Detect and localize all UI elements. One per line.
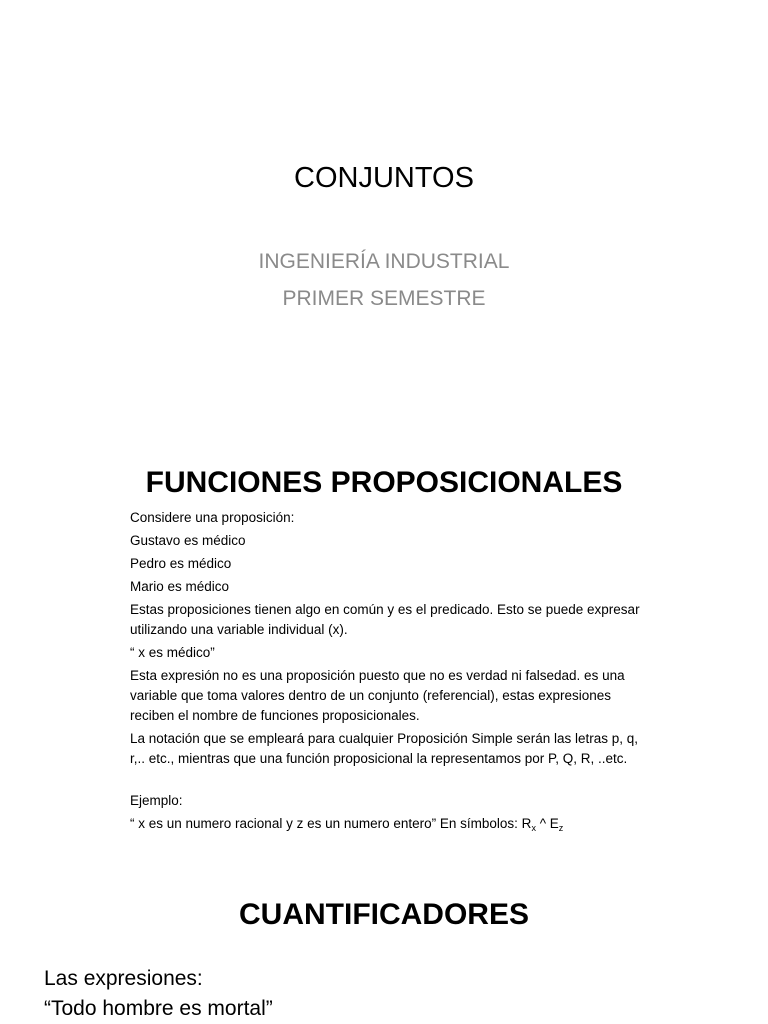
example-line (130, 814, 650, 838)
paragraph: La notación que se empleará para cualquier Proposición Simple serán las letras p, q, r,.. etc., mientras que una función proposicional la representamos por P, Q, R, ..etc. (130, 731, 639, 766)
paragraph: Esta expresión no es una proposición puesto que no es verdad ni falsedad. es una variable que toma valores dentro de un conjunto (referencial), estas expresiones reciben el nombre de funciones proposicionales. (130, 668, 625, 723)
section-heading-funciones: FUNCIONES PROPOSICIONALES (145, 466, 623, 499)
section-heading-cuantificadores: CUANTIFICADORES (239, 898, 529, 931)
example-text: “ x es un numero racional y z es un numero entero” En símbolos: R (130, 816, 532, 831)
example-label: Ejemplo: (130, 793, 183, 808)
paragraph: “ x es médico” (130, 645, 215, 660)
section-body-funciones (130, 508, 650, 841)
paragraph: Mario es médico (130, 579, 230, 594)
symbol-subscript-z: z (558, 823, 564, 833)
paragraph: Gustavo es médico (130, 533, 246, 548)
paragraph: Pedro es médico (130, 556, 232, 571)
paragraph: Estas proposiciones tienen algo en común y es el predicado. Esto se puede expresar utilizando una variable individual (x). (130, 602, 640, 637)
slide-title (0, 0, 768, 440)
section-body-cuantificadores (44, 964, 744, 1024)
symbol-subscript-x: x (531, 823, 536, 833)
symbol-connector: ^ E (535, 816, 559, 831)
slide-subtitle-semester: PRIMER SEMESTRE (282, 287, 486, 310)
paragraph: Considere una proposición: (130, 510, 295, 525)
paragraph: Las expresiones: (44, 967, 203, 990)
slide-title-heading: CONJUNTOS (294, 162, 474, 194)
slide-subtitle-career: INGENIERÍA INDUSTRIAL (258, 250, 510, 273)
paragraph: “Todo hombre es mortal” (44, 997, 273, 1020)
